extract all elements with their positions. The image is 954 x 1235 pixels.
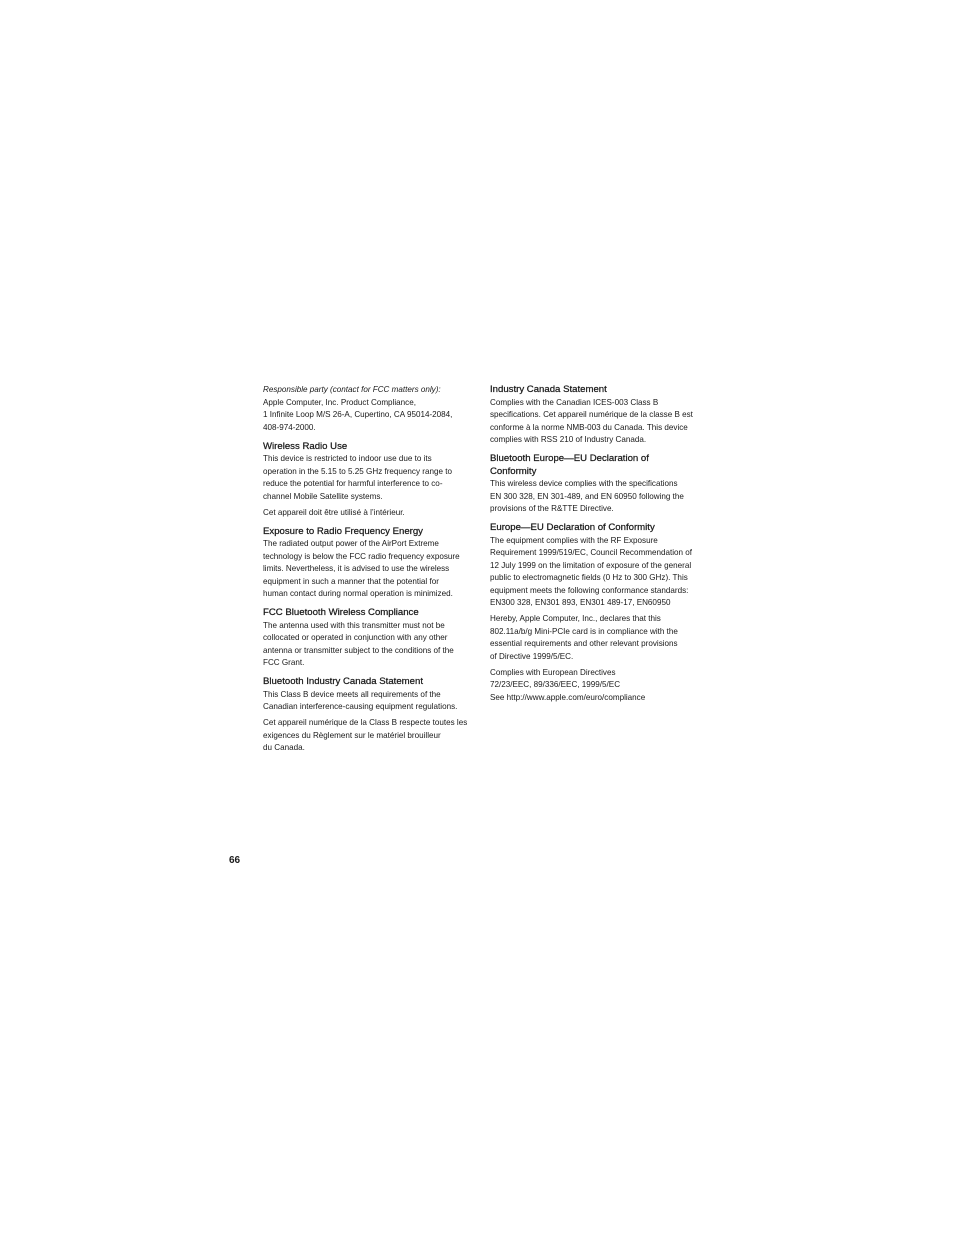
section-heading-industry-canada: Industry Canada Statement xyxy=(490,384,607,395)
responsible-party-label: Responsible party (contact for FCC matters only): xyxy=(263,385,441,394)
section-paragraph: The equipment complies with the RF Exposure Requirement 1999/519/EC, Council Recommendation of 12 July 1999 on the limitation of exposure of the general public to electromagnetic fields (0 Hz to 300 GHz). This equipment meets the following conformance standards: EN300 328, EN301 893, EN301 489-17, EN60950 xyxy=(490,535,693,608)
section-heading-wireless-radio-use: Wireless Radio Use xyxy=(263,440,348,452)
section-heading-europe-eu-conformity: Europe—EU Declaration of Conformity xyxy=(490,522,655,534)
section-paragraph: Cet appareil numérique de la Class B respecte toutes les exigences du Règlement sur le matériel brouilleur du Canada. xyxy=(263,718,468,753)
section-paragraph: This wireless device complies with the specifications EN 300 328, EN 301-489, and EN 60950 following the provisions of the R&TTE Directive. xyxy=(490,479,684,514)
section-paragraph: Cet appareil doit être utilisé à l’intérieur. xyxy=(263,507,405,517)
section-paragraph: Complies with the Canadian ICES-003 Class B specifications. Cet appareil numérique de la classe B est conforme à la norme NMB-003 du Canada. This device complies with RSS 210 of Industry Canada. xyxy=(490,397,693,445)
section-paragraph: The antenna used with this transmitter must not be collocated or operated in conjunction with any other antenna or transmitter subject to the conditions of the FCC Grant. xyxy=(263,620,454,668)
section-paragraph: This Class B device meets all requirements of the Canadian interference-causing equipment regulations. xyxy=(263,689,458,712)
page-number: 66 xyxy=(229,855,241,866)
left-column xyxy=(263,384,478,755)
section-heading-bluetooth-industry-canada: Bluetooth Industry Canada Statement xyxy=(263,676,423,688)
right-column xyxy=(490,384,708,704)
section-heading-fcc-bluetooth-compliance: FCC Bluetooth Wireless Compliance xyxy=(263,607,419,619)
section-paragraph: Complies with European Directives 72/23/EEC, 89/336/EEC, 1999/5/EC See http://www.apple.com/euro/compliance xyxy=(490,667,646,702)
section-paragraph: Hereby, Apple Computer, Inc., declares that this 802.11a/b/g Mini-PCIe card is in compliance with the essential requirements and other relevant provisions of Directive 1999/5/EC. xyxy=(490,614,678,661)
section-paragraph: The radiated output power of the AirPort Extreme technology is below the FCC radio frequency exposure limits. Nevertheless, it is advised to use the wireless equipment in such a manner that the potential for human contact during normal operation is minimized. xyxy=(263,539,460,599)
section-heading-bluetooth-europe-eu: Bluetooth Europe—EU Declaration of Conformity xyxy=(490,453,649,477)
responsible-party-address: Apple Computer, Inc. Product Compliance, 1 Infinite Loop M/S 26-A, Cupertino, CA 95014-2084, 408-974-2000. xyxy=(263,397,453,432)
section-heading-exposure-rf-energy: Exposure to Radio Frequency Energy xyxy=(263,525,423,537)
section-paragraph: This device is restricted to indoor use due to its operation in the 5.15 to 5.25 GHz frequency range to reduce the potential for harmful interference to co- channel Mobile Satellite systems. xyxy=(263,454,452,501)
